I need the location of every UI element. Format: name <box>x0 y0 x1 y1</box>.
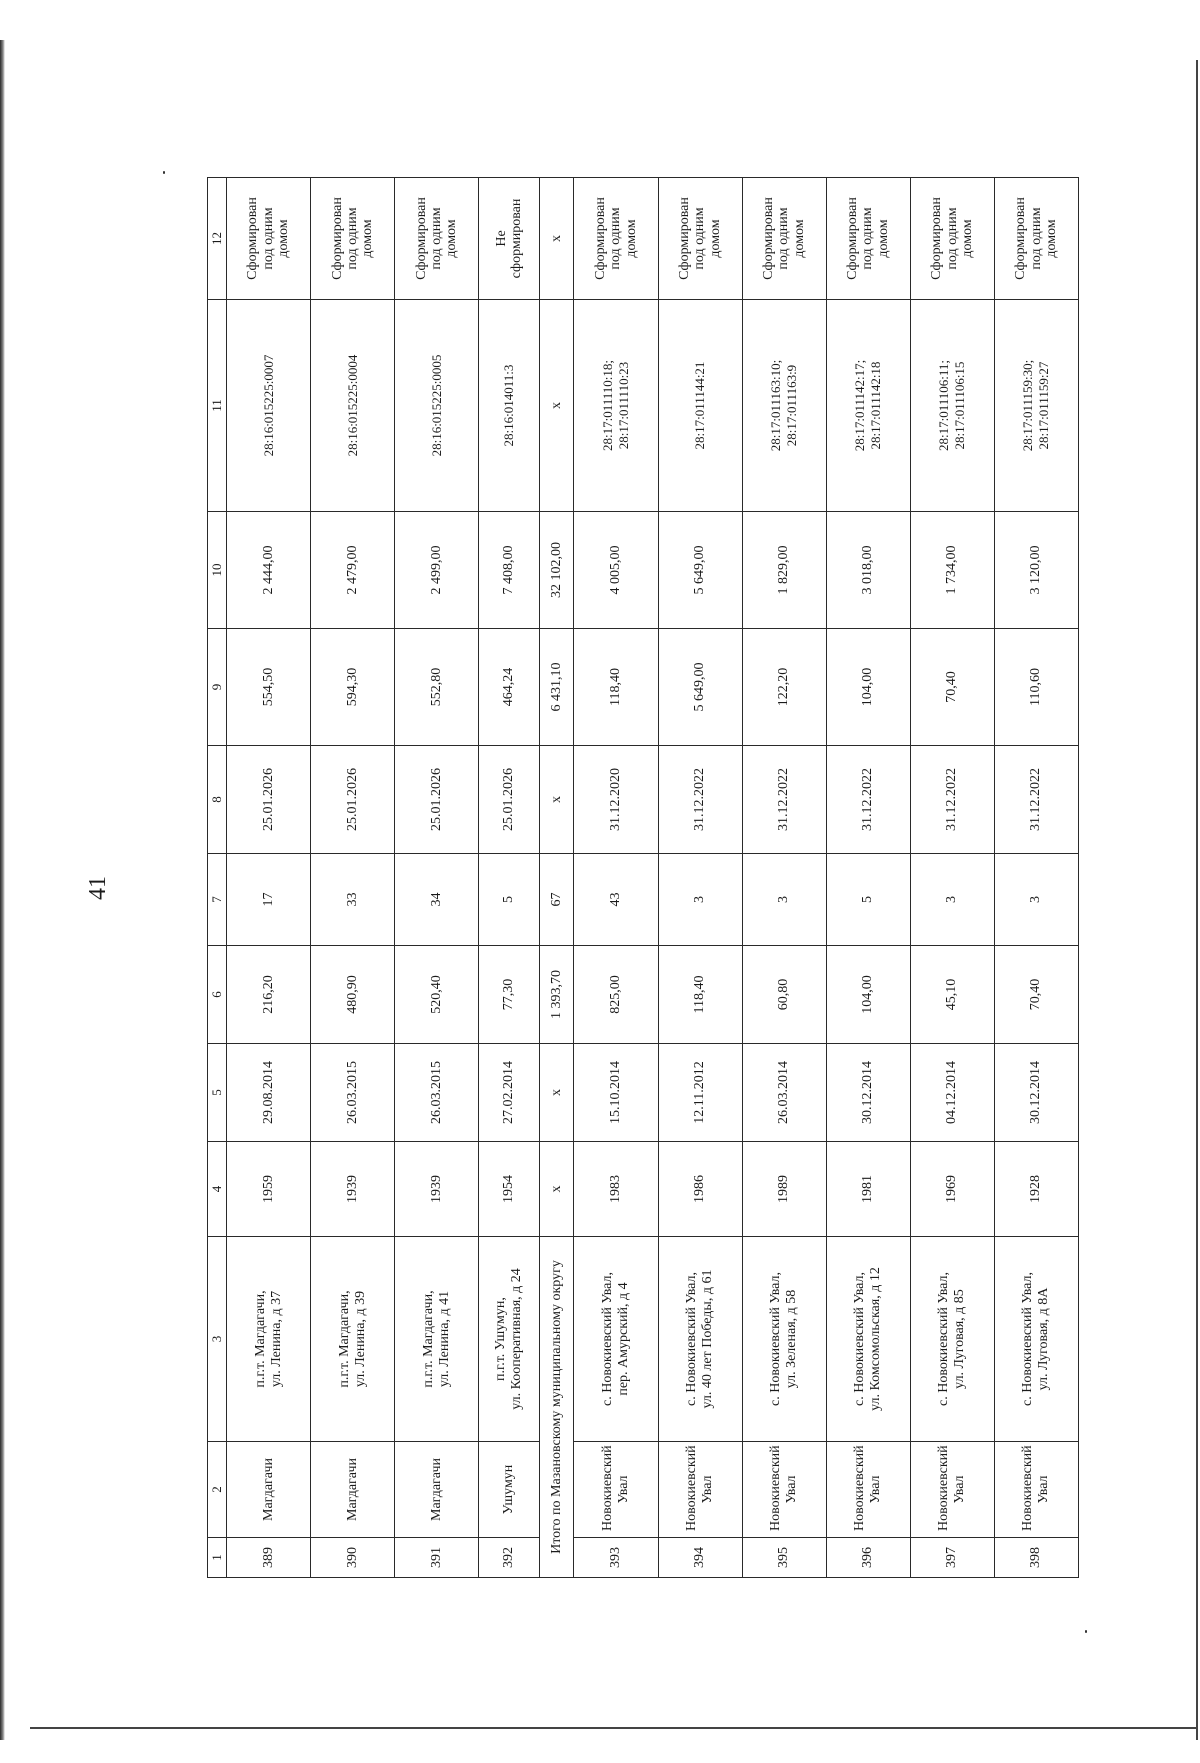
address-line: с. Новокиевский Увал, <box>1020 1272 1036 1406</box>
cell-year: 1959 <box>227 1142 311 1237</box>
cell-settlement: Магдагачи <box>311 1442 395 1538</box>
cell-settlement: Ушумун <box>479 1442 540 1538</box>
address-line: ул. Ленина, д 39 <box>352 1290 368 1388</box>
cell-number: 397 <box>910 1538 994 1578</box>
cell-address <box>826 1237 910 1442</box>
address-line: п.г.т. Магдагачи, <box>420 1290 436 1388</box>
summary-cadastral: x <box>539 300 574 512</box>
status-line: Сформирован <box>845 197 861 280</box>
cell-address <box>742 1237 826 1442</box>
status-line: под одним <box>776 207 792 270</box>
cell-date: 27.02.2014 <box>479 1044 540 1142</box>
table-row <box>395 178 479 1578</box>
cell-deadline: 25.01.2026 <box>311 746 395 854</box>
cell-area: 60,80 <box>742 946 826 1044</box>
cell-year: 1939 <box>395 1142 479 1237</box>
cell-area2: 118,40 <box>574 629 658 746</box>
summary-label: Итого по Мазановскому муниципальному округу <box>539 1237 574 1578</box>
col-header: 8 <box>208 746 227 854</box>
cadastral-line: 28:17:011142:17; <box>852 359 868 452</box>
address-line: ул. Зеленая, д 58 <box>784 1289 800 1389</box>
status-line: Сформирован <box>761 197 777 280</box>
cell-address <box>311 1237 395 1442</box>
cell-settlement: Новокиевский Увал <box>742 1442 826 1538</box>
status-line: домом <box>360 219 376 258</box>
summary-status: x <box>539 178 574 300</box>
address-line: ул. Ленина, д 37 <box>268 1290 284 1388</box>
cell-status <box>227 178 311 300</box>
cell-number: 390 <box>311 1538 395 1578</box>
status-line: под одним <box>608 207 624 270</box>
cell-number: 396 <box>826 1538 910 1578</box>
status-line: домом <box>276 219 292 258</box>
cell-count: 3 <box>742 854 826 946</box>
cell-cadastral <box>479 300 540 512</box>
address-line: п.г.т. Магдагачи, <box>336 1290 352 1388</box>
cell-deadline: 31.12.2022 <box>742 746 826 854</box>
cadastral-line: 28:17:011106:15 <box>952 361 968 450</box>
cell-count: 3 <box>658 854 742 946</box>
table-row <box>311 178 395 1578</box>
header-row <box>208 178 227 1578</box>
cadastral-line: 28:17:011144:21 <box>692 361 708 450</box>
status-line: Сформирован <box>245 197 261 280</box>
cell-number: 389 <box>227 1538 311 1578</box>
cell-address <box>479 1237 540 1442</box>
status-line: под одним <box>860 207 876 270</box>
cell-land-area: 5 649,00 <box>658 512 742 629</box>
cell-area2: 552,80 <box>395 629 479 746</box>
cell-status <box>479 178 540 300</box>
status-line: Сформирован <box>929 197 945 280</box>
cell-settlement: Новокиевский Увал <box>574 1442 658 1538</box>
cell-year: 1928 <box>994 1142 1078 1237</box>
address-line: пер. Амурский, д 4 <box>616 1282 631 1396</box>
address-line: ул. Кооперативная, д 24 <box>509 1268 525 1410</box>
status-line: домом <box>623 219 639 258</box>
status-line: домом <box>959 219 975 258</box>
cell-settlement: Новокиевский Увал <box>826 1442 910 1538</box>
cell-address <box>994 1237 1078 1442</box>
cell-area: 45,10 <box>910 946 994 1044</box>
cell-year: 1969 <box>910 1142 994 1237</box>
address-line: ул. Ленина, д 41 <box>436 1290 452 1388</box>
status-line: домом <box>707 219 723 258</box>
cell-number: 391 <box>395 1538 479 1578</box>
cell-settlement: Магдагачи <box>227 1442 311 1538</box>
scan-border-bottom <box>30 1727 1198 1729</box>
cell-area: 104,00 <box>826 946 910 1044</box>
cadastral-line: 28:17:011159:30; <box>1020 359 1036 452</box>
status-line: сформирован <box>509 198 525 279</box>
cell-date: 26.03.2015 <box>311 1044 395 1142</box>
cell-cadastral <box>395 300 479 512</box>
summary-deadline: x <box>539 746 574 854</box>
status-line: Сформирован <box>329 197 345 280</box>
cell-cadastral <box>994 300 1078 512</box>
address-line: с. Новокиевский Увал, <box>768 1272 784 1406</box>
status-line: домом <box>444 219 460 258</box>
cadastral-line: 28:17:011142:18 <box>868 361 884 450</box>
table-row <box>227 178 311 1578</box>
cell-deadline: 31.12.2022 <box>658 746 742 854</box>
cell-cadastral <box>311 300 395 512</box>
cell-land-area: 7 408,00 <box>479 512 540 629</box>
cell-land-area: 1 734,00 <box>910 512 994 629</box>
col-header: 10 <box>208 512 227 629</box>
cell-date: 30.12.2014 <box>826 1044 910 1142</box>
cell-status <box>826 178 910 300</box>
table-row <box>826 178 910 1578</box>
cell-cadastral <box>227 300 311 512</box>
status-line: под одним <box>344 207 360 270</box>
table-row <box>574 178 658 1578</box>
scan-speck <box>163 171 165 174</box>
cell-area: 70,40 <box>994 946 1078 1044</box>
col-header: 4 <box>208 1142 227 1237</box>
scan-speck <box>1085 1630 1087 1633</box>
cell-deadline: 31.12.2022 <box>910 746 994 854</box>
cell-date: 26.03.2015 <box>395 1044 479 1142</box>
address-line: с. Новокиевский Увал, <box>936 1272 952 1406</box>
table-row <box>910 178 994 1578</box>
cell-deadline: 31.12.2022 <box>826 746 910 854</box>
cell-date: 26.03.2014 <box>742 1044 826 1142</box>
cell-deadline: 25.01.2026 <box>227 746 311 854</box>
summary-area2: 6 431,10 <box>539 629 574 746</box>
cell-land-area: 2 499,00 <box>395 512 479 629</box>
cell-count: 34 <box>395 854 479 946</box>
cell-area2: 5 649,00 <box>658 629 742 746</box>
table-rotator <box>207 178 1079 1578</box>
status-line: под одним <box>944 207 960 270</box>
cell-deadline: 25.01.2026 <box>395 746 479 854</box>
cell-area2: 104,00 <box>826 629 910 746</box>
cell-number: 398 <box>994 1538 1078 1578</box>
cell-land-area: 3 120,00 <box>994 512 1078 629</box>
table-body <box>227 178 1079 1578</box>
register-table <box>207 177 1079 1578</box>
status-line: Сформирован <box>1013 197 1029 280</box>
cell-cadastral <box>910 300 994 512</box>
cell-count: 3 <box>910 854 994 946</box>
cell-count: 5 <box>826 854 910 946</box>
cell-area: 520,40 <box>395 946 479 1044</box>
cell-status <box>574 178 658 300</box>
cell-number: 395 <box>742 1538 826 1578</box>
status-line: под одним <box>692 207 708 270</box>
cell-status <box>658 178 742 300</box>
cell-deadline: 31.12.2020 <box>574 746 658 854</box>
cell-area: 77,30 <box>479 946 540 1044</box>
cell-area2: 594,30 <box>311 629 395 746</box>
cell-address <box>395 1237 479 1442</box>
table-row <box>994 178 1078 1578</box>
cell-address <box>227 1237 311 1442</box>
cell-date: 12.11.2012 <box>658 1044 742 1142</box>
cell-cadastral <box>742 300 826 512</box>
cell-cadastral <box>658 300 742 512</box>
col-header: 5 <box>208 1044 227 1142</box>
cell-area: 118,40 <box>658 946 742 1044</box>
cell-settlement: Новокиевский Увал <box>994 1442 1078 1538</box>
cell-count: 17 <box>227 854 311 946</box>
cell-date: 04.12.2014 <box>910 1044 994 1142</box>
col-header: 9 <box>208 629 227 746</box>
col-header: 7 <box>208 854 227 946</box>
cell-count: 5 <box>479 854 540 946</box>
cell-date: 30.12.2014 <box>994 1044 1078 1142</box>
table-container <box>207 178 1079 1578</box>
address-line: п.г.т. Ушумун, <box>493 1297 509 1381</box>
cell-date: 15.10.2014 <box>574 1044 658 1142</box>
cell-area: 480,90 <box>311 946 395 1044</box>
cell-land-area: 1 829,00 <box>742 512 826 629</box>
cadastral-line: 28:16:015225:0007 <box>260 354 276 457</box>
status-line: под одним <box>260 207 276 270</box>
cell-year: 1954 <box>479 1142 540 1237</box>
status-line: под одним <box>428 207 444 270</box>
address-line: ул. 40 лет Победы, д 61 <box>700 1269 716 1409</box>
cadastral-line: 28:17:011110:23 <box>616 361 631 450</box>
scan-edge-left <box>0 40 5 1740</box>
cell-number: 393 <box>574 1538 658 1578</box>
cell-number: 394 <box>658 1538 742 1578</box>
cell-deadline: 25.01.2026 <box>479 746 540 854</box>
status-line: под одним <box>1028 207 1044 270</box>
cell-status <box>395 178 479 300</box>
cell-count: 43 <box>574 854 658 946</box>
cell-address <box>574 1237 658 1442</box>
status-line: Сформирован <box>676 197 692 280</box>
cell-land-area: 4 005,00 <box>574 512 658 629</box>
col-header: 11 <box>208 300 227 512</box>
cadastral-line: 28:16:015225:0005 <box>428 354 444 457</box>
summary-date: x <box>539 1044 574 1142</box>
address-line: п.г.т. Магдагачи, <box>252 1290 268 1388</box>
col-header: 2 <box>208 1442 227 1538</box>
cell-year: 1989 <box>742 1142 826 1237</box>
address-line: с. Новокиевский Увал, <box>600 1272 615 1406</box>
cell-year: 1981 <box>826 1142 910 1237</box>
col-header: 6 <box>208 946 227 1044</box>
cell-deadline: 31.12.2022 <box>994 746 1078 854</box>
cadastral-line: 28:17:011110:18; <box>600 360 615 451</box>
table-row <box>742 178 826 1578</box>
cell-land-area: 2 444,00 <box>227 512 311 629</box>
col-header: 3 <box>208 1237 227 1442</box>
cell-cadastral <box>574 300 658 512</box>
cell-status <box>311 178 395 300</box>
summary-count: 67 <box>539 854 574 946</box>
cell-land-area: 3 018,00 <box>826 512 910 629</box>
cell-area2: 122,20 <box>742 629 826 746</box>
status-line: домом <box>875 219 891 258</box>
cell-count: 3 <box>994 854 1078 946</box>
cell-year: 1939 <box>311 1142 395 1237</box>
cell-count: 33 <box>311 854 395 946</box>
col-header: 12 <box>208 178 227 300</box>
address-line: ул. Комсомольская, д 12 <box>868 1267 884 1411</box>
cell-area: 216,20 <box>227 946 311 1044</box>
status-line: домом <box>1044 219 1060 258</box>
table-row <box>479 178 540 1578</box>
cell-area2: 464,24 <box>479 629 540 746</box>
address-line: с. Новокиевский Увал, <box>852 1272 868 1406</box>
cadastral-line: 28:17:011163:10; <box>768 359 784 452</box>
summary-area: 1 393,70 <box>539 946 574 1044</box>
cell-status <box>910 178 994 300</box>
cell-land-area: 2 479,00 <box>311 512 395 629</box>
table-row <box>658 178 742 1578</box>
address-line: ул. Луговая, д 85 <box>952 1289 968 1389</box>
summary-row <box>539 178 574 1578</box>
cadastral-line: 28:16:014011:3 <box>501 364 517 447</box>
cell-status <box>994 178 1078 300</box>
summary-year: x <box>539 1142 574 1237</box>
cell-settlement: Новокиевский Увал <box>910 1442 994 1538</box>
status-line: Не <box>493 230 509 247</box>
page-number: 41 <box>85 876 111 900</box>
status-line: Сформирован <box>592 197 608 280</box>
cadastral-line: 28:17:011163:9 <box>784 364 800 447</box>
cell-settlement: Магдагачи <box>395 1442 479 1538</box>
col-header: 1 <box>208 1538 227 1578</box>
summary-land-area: 32 102,00 <box>539 512 574 629</box>
address-line: с. Новокиевский Увал, <box>684 1272 700 1406</box>
cell-area2: 554,50 <box>227 629 311 746</box>
cell-settlement: Новокиевский Увал <box>658 1442 742 1538</box>
status-line: Сформирован <box>413 197 429 280</box>
cell-year: 1986 <box>658 1142 742 1237</box>
cell-year: 1983 <box>574 1142 658 1237</box>
status-line: домом <box>791 219 807 258</box>
cell-area: 825,00 <box>574 946 658 1044</box>
cadastral-line: 28:16:015225:0004 <box>344 354 360 457</box>
cell-date: 29.08.2014 <box>227 1044 311 1142</box>
cell-number: 392 <box>479 1538 540 1578</box>
cell-address <box>910 1237 994 1442</box>
cell-area2: 110,60 <box>994 629 1078 746</box>
cadastral-line: 28:17:011106:11; <box>936 360 952 451</box>
cell-cadastral <box>826 300 910 512</box>
cell-area2: 70,40 <box>910 629 994 746</box>
cell-status <box>742 178 826 300</box>
scan-border-right <box>1196 60 1198 1740</box>
cadastral-line: 28:17:011159:27 <box>1036 361 1052 450</box>
address-line: ул. Луговая, д 8А <box>1036 1287 1052 1391</box>
cell-address <box>658 1237 742 1442</box>
